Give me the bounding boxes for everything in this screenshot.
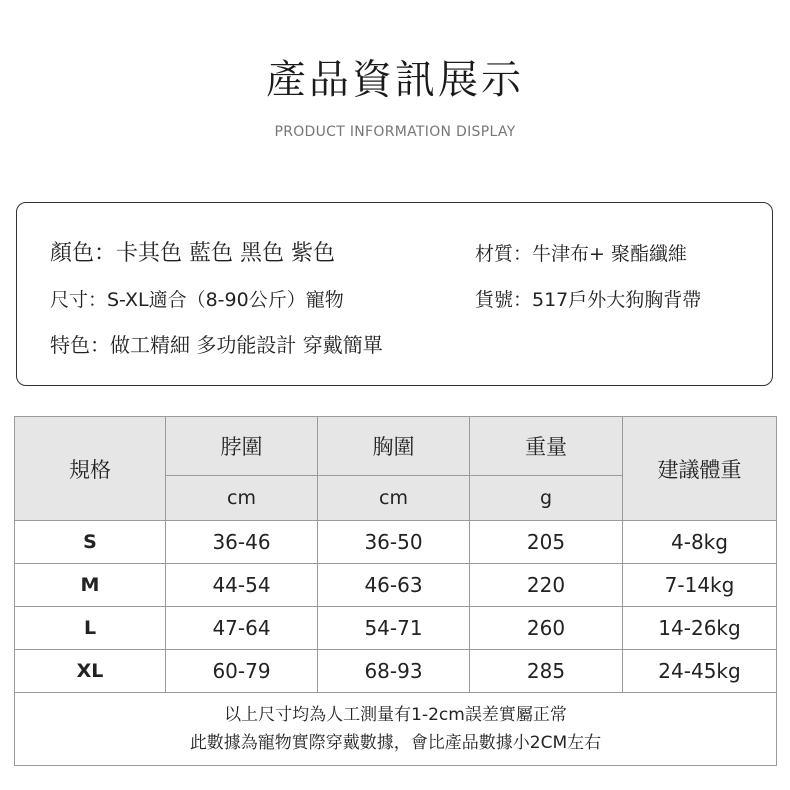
size-cell: XL [15,650,166,693]
header-chest: 胸圍 [318,417,470,476]
info-size: 尺寸：S-XL適合（8-90公斤）寵物 [50,289,344,311]
unit-neck: cm [166,476,318,521]
table-row [15,521,777,564]
weight-cell: 285 [470,650,623,693]
info-colors: 顏色：卡其色 藍色 黑色 紫色 [50,241,335,266]
weight-cell: 220 [470,564,623,607]
header-weight: 重量 [470,417,623,476]
size-cell: L [15,607,166,650]
neck-cell: 60-79 [166,650,318,693]
table-row [15,564,777,607]
header-suggested-weight: 建議體重 [623,417,777,521]
info-material: 材質：牛津布+ 聚酯纖維 [475,243,687,265]
chest-cell: 54-71 [318,607,470,650]
neck-cell: 36-46 [166,521,318,564]
weight-cell: 260 [470,607,623,650]
size-cell: M [15,564,166,607]
unit-chest: cm [318,476,470,521]
size-cell: S [15,521,166,564]
suggested-cell: 24-45kg [623,650,777,693]
table-row [15,607,777,650]
page-subtitle: PRODUCT INFORMATION DISPLAY [274,124,516,140]
header-neck: 脖圍 [166,417,318,476]
chest-cell: 36-50 [318,521,470,564]
table-row [15,650,777,693]
page-title: 產品資訊展示 [266,57,524,103]
info-item-number: 貨號：517戶外大狗胸背帶 [475,289,702,311]
suggested-cell: 4-8kg [623,521,777,564]
suggested-cell: 14-26kg [623,607,777,650]
weight-cell: 205 [470,521,623,564]
chest-cell: 68-93 [318,650,470,693]
suggested-cell: 7-14kg [623,564,777,607]
table-note [15,693,777,766]
product-info-box [16,202,773,386]
note-line-2: 此數據為寵物實際穿戴數據，會比產品數據小2CM左右 [189,733,602,753]
table-header-row [15,417,777,476]
table-note-row [15,693,777,766]
chest-cell: 46-63 [318,564,470,607]
info-features: 特色：做工精細 多功能設計 穿戴簡單 [50,333,383,357]
neck-cell: 44-54 [166,564,318,607]
note-line-1: 以上尺寸均為人工測量有1-2cm誤差實屬正常 [224,705,567,725]
unit-weight: g [470,476,623,521]
header-spec: 規格 [15,417,166,521]
size-chart-table [14,416,777,766]
neck-cell: 47-64 [166,607,318,650]
